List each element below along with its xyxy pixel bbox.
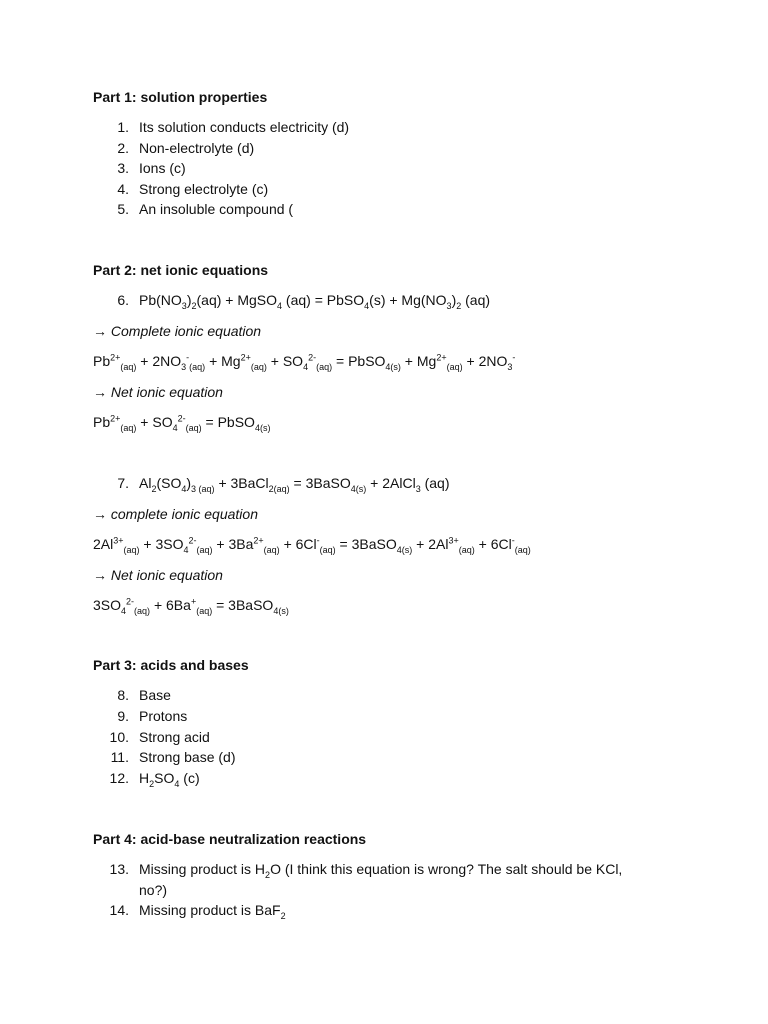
list-number: 2.	[117, 140, 129, 156]
complete-ionic-equation-q6: $Pb^{2+}_{(aq)} + 2NO_3^-_{(aq)} + Mg^{2+}_{(aq)} + SO_4^{2-}_{(aq)}$ = PbSO$_{4(s)}$ + $Mg^{2+}_{(aq)} + 2NO_3^-$	[93, 352, 516, 372]
part3-heading: Part 3: acids and bases	[93, 657, 249, 673]
list-item: Ions (c)	[139, 160, 186, 176]
list-number: 9.	[117, 708, 129, 724]
list-number: 7.	[117, 475, 129, 491]
list-number: 1.	[117, 119, 129, 135]
list-item: Strong base (d)	[139, 749, 236, 765]
part4-heading: Part 4: acid-base neutralization reactions	[93, 831, 367, 847]
net-ionic-label: → Net ionic equation	[93, 567, 223, 583]
list-number: 11.	[110, 749, 129, 765]
list-number: 4.	[117, 181, 129, 197]
equation-q7: $Al_2(SO_4)_{3 (aq)}$ + 3BaCl$_{2(aq)}$ = 3BaSO$_{4(s)}$ + 2AlCl$_3$ (aq)	[139, 475, 450, 494]
complete-ionic-label: → Complete ionic equation	[93, 323, 262, 339]
list-item: Its solution conducts electricity (d)	[139, 119, 350, 135]
part1-heading: Part 1: solution properties	[93, 89, 268, 105]
list-number: 6.	[117, 292, 129, 308]
list-item-continuation: no?)	[139, 882, 168, 898]
list-number: 10.	[109, 729, 129, 745]
list-item: Missing product is $H_2O$ (I think this equation is wrong? The salt should be KCl,	[139, 861, 623, 880]
list-number: 8.	[117, 687, 129, 703]
list-number: 5.	[117, 201, 129, 217]
complete-ionic-label: → complete ionic equation	[93, 506, 258, 522]
net-ionic-equation-q7: $3SO_4^{2-}_{(aq)} + 6Ba^+_{(aq)}$ = 3BaSO$_{4(s)}$	[93, 596, 289, 616]
list-item: Protons	[139, 708, 188, 724]
list-item: Non-electrolyte (d)	[139, 140, 255, 156]
list-item: Missing product is BaF$_2$	[139, 902, 286, 921]
list-number: 14.	[109, 902, 129, 918]
complete-ionic-equation-q7: $2Al^{3+}_{(aq)} + 3SO_4^{2-}_{(aq)} + 3Ba^{2+}_{(aq)} + 6Cl^-_{(aq)}$ = 3BaSO$_{4(s)}$ + $2Al^{3+}_{(aq)} + 6Cl^-_{(aq)}$	[93, 535, 531, 555]
list-number: 12.	[109, 770, 129, 786]
part2-heading: Part 2: net ionic equations	[93, 262, 269, 278]
list-item: Strong electrolyte (c)	[139, 181, 269, 197]
net-ionic-equation-q6: $Pb^{2+}_{(aq)} + SO_4^{2-}_{(aq)}$ = PbSO$_{4(s)}$	[93, 413, 271, 433]
list-number: 13.	[109, 861, 129, 877]
net-ionic-label: → Net ionic equation	[93, 384, 223, 400]
list-item: $H_2SO_4$ (c)	[139, 770, 200, 789]
list-item: An insoluble compound (	[139, 201, 294, 217]
list-number: 3.	[117, 160, 129, 176]
equation-q6: $Pb(NO_3)_2(aq)$ + MgSO$_4$ (aq) = PbSO$_4$(s) + $Mg(NO_3)_2$ (aq)	[139, 292, 491, 311]
list-item: Strong acid	[139, 729, 210, 745]
list-item: Base	[139, 687, 171, 703]
